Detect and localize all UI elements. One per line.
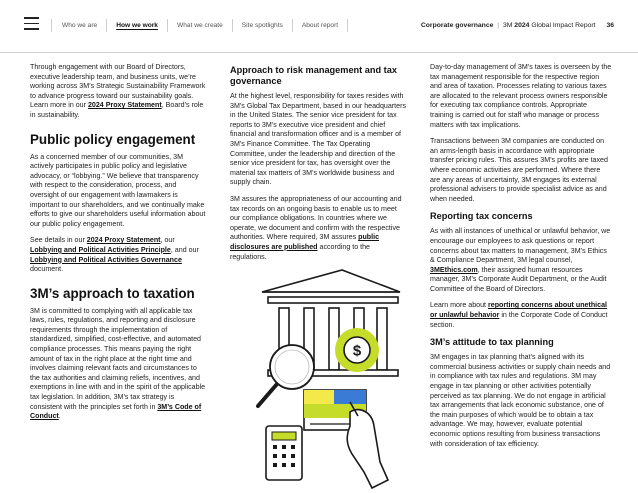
- text: 3M assures the appropriateness of our accounting and tax records on an ongoing basis to enable us to meet our compliance obligations. In countries where we operate, we document and confirm with the respective authorities. Where required, 3M assures: [230, 194, 402, 242]
- text: Learn more about: [430, 301, 488, 310]
- proxy-statement-link-2[interactable]: 2024 Proxy Statement: [86, 236, 161, 245]
- policy-details-paragraph: [30, 236, 206, 274]
- tax-governance-illustration: [222, 266, 416, 493]
- column-1: [30, 63, 206, 429]
- nav-how-we-work[interactable]: How we work: [106, 19, 167, 32]
- column-3: [430, 63, 612, 456]
- public-disclosures-link[interactable]: public disclosures are published: [230, 233, 380, 251]
- calculator-icon: [266, 426, 302, 480]
- ethics-site-link[interactable]: 3MEthics.com: [430, 265, 478, 274]
- page-number: 36: [606, 22, 614, 29]
- text: See details in our: [30, 236, 87, 245]
- heading-risk-management: Approach to risk management and tax governance: [230, 65, 397, 86]
- text: , and our: [170, 245, 199, 254]
- dollar-symbol: $: [352, 342, 362, 360]
- nav-about-report[interactable]: About report: [292, 19, 348, 32]
- nav-who-we-are[interactable]: Who we are: [51, 19, 106, 32]
- heading-tax-planning: 3M’s attitude to tax planning: [430, 337, 554, 348]
- text: document.: [30, 265, 64, 274]
- text: , their assigned human resources manager, 3M’s Corporate Audit Department, or the Audit Committee of the Board of Directors.: [430, 265, 607, 293]
- policy-paragraph: As a concerned member of our communities, 3M actively participates in public policy and legislative advocacy, or “lobbying.” We believe that transparency with respect to the consideration, process, and oversight of our engagement with lawmakers is important to our shareholders, and we continually make efforts to give our shareholders useful information about our public policy engagement.: [30, 152, 206, 228]
- records-paragraph: [230, 195, 408, 262]
- heading-public-policy: Public policy engagement: [30, 131, 196, 147]
- code-of-conduct-link[interactable]: 3M’s Code of Conduct: [30, 402, 202, 421]
- nav-site-spotlights[interactable]: Site spotlights: [232, 19, 292, 32]
- board-engagement-paragraph: [30, 63, 206, 121]
- nav-what-we-create[interactable]: What we create: [167, 19, 232, 32]
- text: As with all instances of unethical or unlawful behavior, we encourage our employees to ask questions or report concerns about tax matters to management, 3M’s Ethics & Compliance Department, 3M legal counsel,: [430, 227, 611, 265]
- header-divider: [0, 52, 638, 53]
- breadcrumb-divider: |: [497, 22, 500, 29]
- dollar-coin-icon: [335, 328, 379, 372]
- column-2: [230, 63, 408, 269]
- reporting-concerns-link[interactable]: reporting concerns about unethical or unlawful behavior: [430, 301, 608, 320]
- risk-paragraph: At the highest level, responsibility for taxes resides with 3M’s Global Tax Department, based in our headquarters in the United States. The senior vice president for tax reports to 3M’s executive vice president and chief financial and transformation officer and is a member of 3M’s Finance Committee. The Tax Operating Committee, under the leadership and direction of the senior vice president for tax, has oversight over the material tax matters of 3M’s worldwide business and supply chain.: [230, 92, 406, 187]
- breadcrumb-section[interactable]: Corporate governance: [420, 22, 494, 29]
- text: , Board’s role in sustainability.: [30, 101, 204, 119]
- heading-taxation: 3M’s approach to taxation: [30, 285, 195, 301]
- text: according to the regulations.: [230, 242, 370, 261]
- proxy-statement-link[interactable]: 2024 Proxy Statement: [87, 101, 162, 110]
- reporting-paragraph: [430, 227, 612, 294]
- top-header: [0, 0, 638, 52]
- report-title: Global Impact Report: [531, 22, 596, 29]
- transfer-pricing-paragraph: Transactions between 3M companies are conducted on an arms-length basis in accordance with appropriate transfer pricing rules. This assures 3M’s profits are taxed where economic activities are performed. Where there are any areas of uncertainty, 3M engages its external professional advisers to provide specialist advice as and when needed.: [430, 137, 608, 203]
- lobbying-principle-link[interactable]: Lobbying and Political Activities Principle: [30, 245, 171, 254]
- text: , our: [160, 236, 175, 245]
- text: 3M is committed to complying with all applicable tax laws, rules, regulations, and reporting and disclosure requirements through the implementation of standardized, simplified, cost-effective, and automated compliance processes. This means paying the right amount of tax in the right place at the right time and involves claiming relevant facts and circumstances to the tax authorities and claiming reliefs, incentives, and exemptions in line with and in the spirit of the applicable tax legislation. In addition, 3M’s tax strategy is consistent with the principles set forth in: [30, 306, 206, 411]
- top-nav: [51, 19, 348, 32]
- brand-name: 3M: [502, 22, 513, 29]
- hamburger-menu-icon[interactable]: [24, 17, 39, 32]
- hand-icon: [347, 402, 388, 488]
- text: Through engagement with our Board of Directors, executive leadership team, and business units, we’re working across 3M’s Strategic Sustainability Framework to advance progress toward our sustainability goals. Learn more in our: [30, 63, 206, 110]
- learn-more-paragraph: [430, 301, 612, 330]
- report-year: 2024: [514, 22, 530, 29]
- heading-reporting-tax-concerns: Reporting tax concerns: [430, 211, 533, 222]
- text: .: [58, 412, 61, 421]
- lobbying-governance-link[interactable]: Lobbying and Political Activities Governance: [30, 255, 182, 264]
- tax-planning-paragraph: 3M engages in tax planning that’s aligned with its commercial business activities or supply chain needs and in compliance with tax rules and regulations. 3M may engage in tax planning or other activities potentially perceived as tax planning. We do not engage in artificial tax arrangements that lack economic substance, one of the main purposes of which would be to obtain a tax advantage. We may, however, evaluate potential economic options resulting from business transactions with consideration of tax efficiency.: [430, 353, 611, 448]
- daily-management-paragraph: Day-to-day management of 3M’s taxes is overseen by the tax management responsible for the respective region and area of taxation. Processes relating to various taxes are allocated to the relevant process owners responsible for executing tax compliance controls. Appropriate training is carried out for staff who manage or process matters with tax implications.: [430, 63, 612, 129]
- breadcrumb: [421, 22, 614, 29]
- taxation-paragraph: [30, 307, 206, 422]
- text: in the Corporate Code of Conduct section.: [430, 311, 608, 329]
